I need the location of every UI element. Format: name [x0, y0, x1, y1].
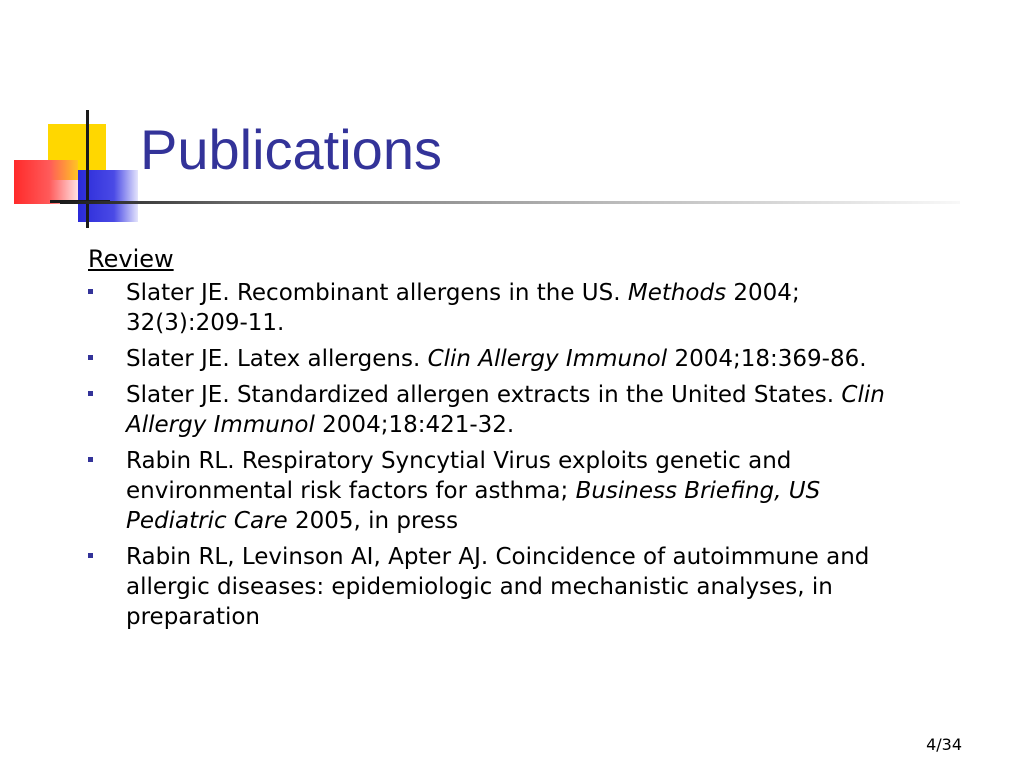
publication-list — [88, 278, 948, 632]
publication-authors-title: Rabin RL. Respiratory Syncytial Virus exploits genetic and environmental risk factors for asthma; — [126, 448, 792, 504]
publication-journal: Methods — [627, 280, 727, 306]
publication-citation: 2004;18:421-32. — [314, 412, 515, 438]
page-number: 4/34 — [926, 735, 962, 754]
publication-citation: 2004; 32(3):209-11. — [126, 280, 800, 336]
publication-journal: Business Briefing, US Pediatric Care — [126, 478, 821, 534]
slide-logo-decoration — [0, 0, 150, 240]
publication-authors-title: Slater JE. Latex allergens. — [126, 346, 428, 372]
bullet-icon — [88, 391, 93, 396]
publication-citation: 2005, in press — [287, 508, 459, 534]
publication-journal: Clin Allergy Immunol — [427, 346, 668, 372]
section-heading-review: Review — [88, 245, 174, 273]
publication-item — [88, 542, 948, 632]
bullet-icon — [88, 289, 93, 294]
bullet-icon — [88, 457, 93, 462]
publication-item — [88, 344, 948, 374]
publication-citation: 2004;18:369-86. — [667, 346, 867, 372]
slide-title: Publications — [140, 118, 442, 181]
title-underline-rule — [60, 201, 960, 204]
publication-text — [126, 278, 926, 338]
publication-text — [126, 344, 926, 374]
publication-item — [88, 380, 948, 440]
publication-text — [126, 542, 926, 632]
slide-content — [88, 244, 948, 638]
publication-authors-title: Slater JE. Standardized allergen extracts in the United States. — [126, 382, 842, 408]
publication-text — [126, 380, 926, 440]
publication-item — [88, 278, 948, 338]
bullet-icon — [88, 355, 93, 360]
publication-item — [88, 446, 948, 536]
publication-text — [126, 446, 926, 536]
bullet-icon — [88, 553, 93, 558]
publication-authors-title: Rabin RL, Levinson AI, Apter AJ. Coincidence of autoimmune and allergic diseases: epidemiologic and mechanistic analyses, in preparation — [126, 544, 870, 630]
logo-red-square — [14, 160, 78, 204]
publication-authors-title: Slater JE. Recombinant allergens in the US. — [126, 280, 628, 306]
logo-vertical-line — [86, 110, 89, 228]
publication-journal: Clin Allergy Immunol — [126, 382, 885, 438]
